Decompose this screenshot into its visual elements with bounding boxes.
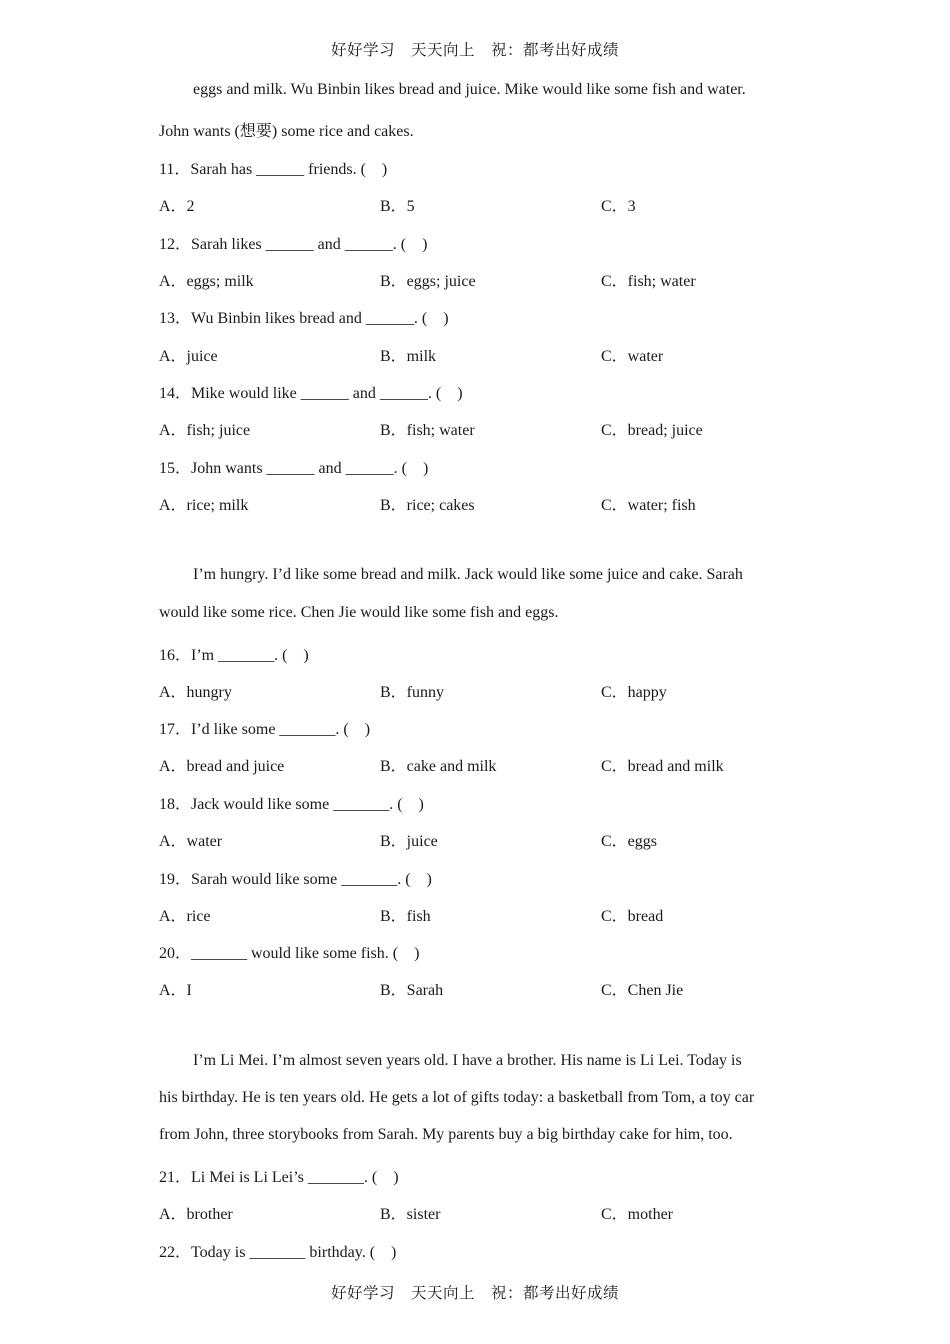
passage1-line2: John wants (想要) some rice and cakes. [159, 123, 414, 140]
q11-option-a[interactable]: A．2 [159, 198, 195, 215]
question-19: 19．Sarah would like some _______. ( ) [159, 871, 432, 888]
q12-option-c[interactable]: C．fish; water [601, 273, 696, 290]
passage2-line2: would like some rice. Chen Jie would like some fish and eggs. [159, 604, 559, 621]
q18-option-b[interactable]: B．juice [380, 833, 438, 850]
q14-option-b[interactable]: B．fish; water [380, 422, 475, 439]
question-15: 15．John wants ______ and ______. ( ) [159, 460, 429, 477]
passage1-line1: eggs and milk. Wu Binbin likes bread and juice. Mike would like some fish and water. [193, 81, 746, 98]
q11-option-c[interactable]: C．3 [601, 198, 636, 215]
page-footer: 好好学习 天天向上 祝：都考出好成绩 [330, 1284, 619, 1302]
q21-option-c[interactable]: C．mother [601, 1206, 673, 1223]
passage2-line1: I’m hungry. I’d like some bread and milk. Jack would like some juice and cake. Sarah [193, 566, 743, 583]
q12-option-a[interactable]: A．eggs; milk [159, 273, 254, 290]
question-18: 18．Jack would like some _______. ( ) [159, 796, 424, 813]
q20-option-c[interactable]: C．Chen Jie [601, 982, 684, 999]
q17-option-c[interactable]: C．bread and milk [601, 758, 724, 775]
q16-option-c[interactable]: C．happy [601, 684, 667, 701]
q19-option-a[interactable]: A．rice [159, 908, 211, 925]
question-16: 16．I’m _______. ( ) [159, 647, 309, 664]
q15-option-b[interactable]: B．rice; cakes [380, 497, 475, 514]
question-22: 22．Today is _______ birthday. ( ) [159, 1244, 397, 1261]
q19-option-c[interactable]: C．bread [601, 908, 664, 925]
page-header: 好好学习 天天向上 祝：都考出好成绩 [330, 41, 619, 59]
passage3-line2: his birthday. He is ten years old. He gets a lot of gifts today: a basketball from Tom, a toy car [159, 1089, 755, 1106]
q11-option-b[interactable]: B．5 [380, 198, 415, 215]
q21-option-b[interactable]: B．sister [380, 1206, 441, 1223]
question-21: 21．Li Mei is Li Lei’s _______. ( ) [159, 1169, 399, 1186]
question-13: 13．Wu Binbin likes bread and ______. ( ) [159, 310, 449, 327]
question-20: 20．_______ would like some fish. ( ) [159, 945, 420, 962]
q14-option-c[interactable]: C．bread; juice [601, 422, 703, 439]
q19-option-b[interactable]: B．fish [380, 908, 431, 925]
q16-option-b[interactable]: B．funny [380, 684, 445, 701]
question-14: 14．Mike would like ______ and ______. ( ) [159, 385, 463, 402]
question-12: 12．Sarah likes ______ and ______. ( ) [159, 236, 428, 253]
q18-option-a[interactable]: A．water [159, 833, 223, 850]
q14-option-a[interactable]: A．fish; juice [159, 422, 251, 439]
q17-option-b[interactable]: B．cake and milk [380, 758, 497, 775]
q20-option-a[interactable]: A．I [159, 982, 192, 999]
q15-option-c[interactable]: C．water; fish [601, 497, 696, 514]
q13-option-c[interactable]: C．water [601, 348, 664, 365]
q20-option-b[interactable]: B．Sarah [380, 982, 444, 999]
q15-option-a[interactable]: A．rice; milk [159, 497, 249, 514]
question-17: 17．I’d like some _______. ( ) [159, 721, 371, 738]
passage3-line3: from John, three storybooks from Sarah. My parents buy a big birthday cake for him, too. [159, 1126, 733, 1143]
q13-option-b[interactable]: B．milk [380, 348, 437, 365]
q16-option-a[interactable]: A．hungry [159, 684, 232, 701]
q21-option-a[interactable]: A．brother [159, 1206, 233, 1223]
q12-option-b[interactable]: B．eggs; juice [380, 273, 476, 290]
question-11: 11．Sarah has ______ friends. ( ) [159, 161, 388, 178]
q17-option-a[interactable]: A．bread and juice [159, 758, 285, 775]
passage3-line1: I’m Li Mei. I’m almost seven years old. I have a brother. His name is Li Lei. Today is [193, 1052, 742, 1069]
q18-option-c[interactable]: C．eggs [601, 833, 658, 850]
q13-option-a[interactable]: A．juice [159, 348, 218, 365]
